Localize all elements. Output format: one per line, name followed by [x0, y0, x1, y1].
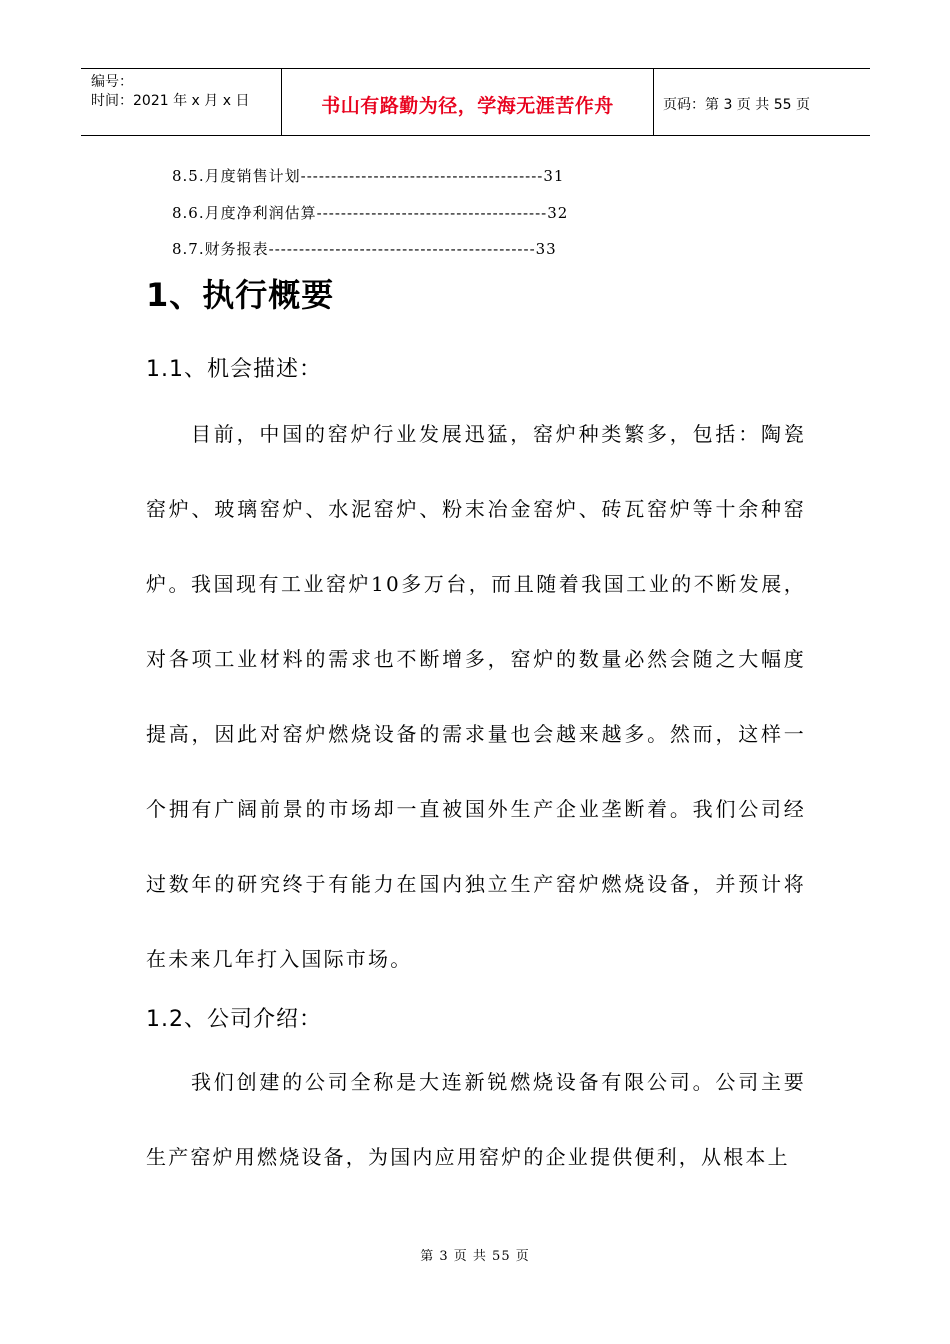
subsection-heading-opportunity: 1.1、机会描述：: [146, 357, 322, 382]
paragraph-company: 我们创建的公司全称是大连新锐燃烧设备有限公司。公司主要生产窑炉用燃烧设备，为国内应用窑炉的企业提供便利，从根本上: [146, 1070, 806, 1169]
toc-item[interactable]: 8.6.月度净利润估算--------------------------------------32: [172, 203, 569, 222]
header-page-cell: [654, 69, 870, 135]
page-header: [81, 68, 870, 136]
toc-item[interactable]: 8.5.月度销售计划----------------------------------------31: [172, 167, 565, 185]
paragraph-opportunity: 目前，中国的窑炉行业发展迅猛，窑炉种类繁多，包括：陶瓷窑炉、玻璃窑炉、水泥窑炉、粉末冶金窑炉、砖瓦窑炉等十余种窑炉。我国现有工业窑炉10多万台，而且随着我国工业的不断发展，对各项工业材料的需求也不断增多，窑炉的数量必然会随之大幅度提高，因此对窑炉燃烧设备的需求量也会越来越多。然而，这样一个拥有广阔前景的市场却一直被国外生产企业垄断着。我们公司经过数年的研究终于有能力在国内独立生产窑炉燃烧设备，并预计将在未来几年打入国际市场。: [146, 422, 806, 971]
table-of-contents: [172, 158, 568, 268]
doc-number-label: 编号：: [91, 74, 133, 90]
date-label: 时间：2021 年 x 月 x 日: [91, 93, 250, 109]
header-motto-cell: [282, 69, 654, 135]
page-footer: 第 3 页 共 55 页: [420, 1249, 530, 1264]
toc-item[interactable]: 8.7.财务报表--------------------------------------------33: [172, 240, 557, 258]
motto-text: 书山有路勤为径，学海无涯苦作舟: [321, 94, 614, 117]
header-meta-cell: [81, 69, 282, 135]
subsection-heading-company: 1.2、公司介绍：: [146, 1007, 322, 1032]
section-heading: 1、执行概要: [146, 276, 335, 314]
page-info: 页码：第 3 页 共 55 页: [663, 96, 810, 113]
